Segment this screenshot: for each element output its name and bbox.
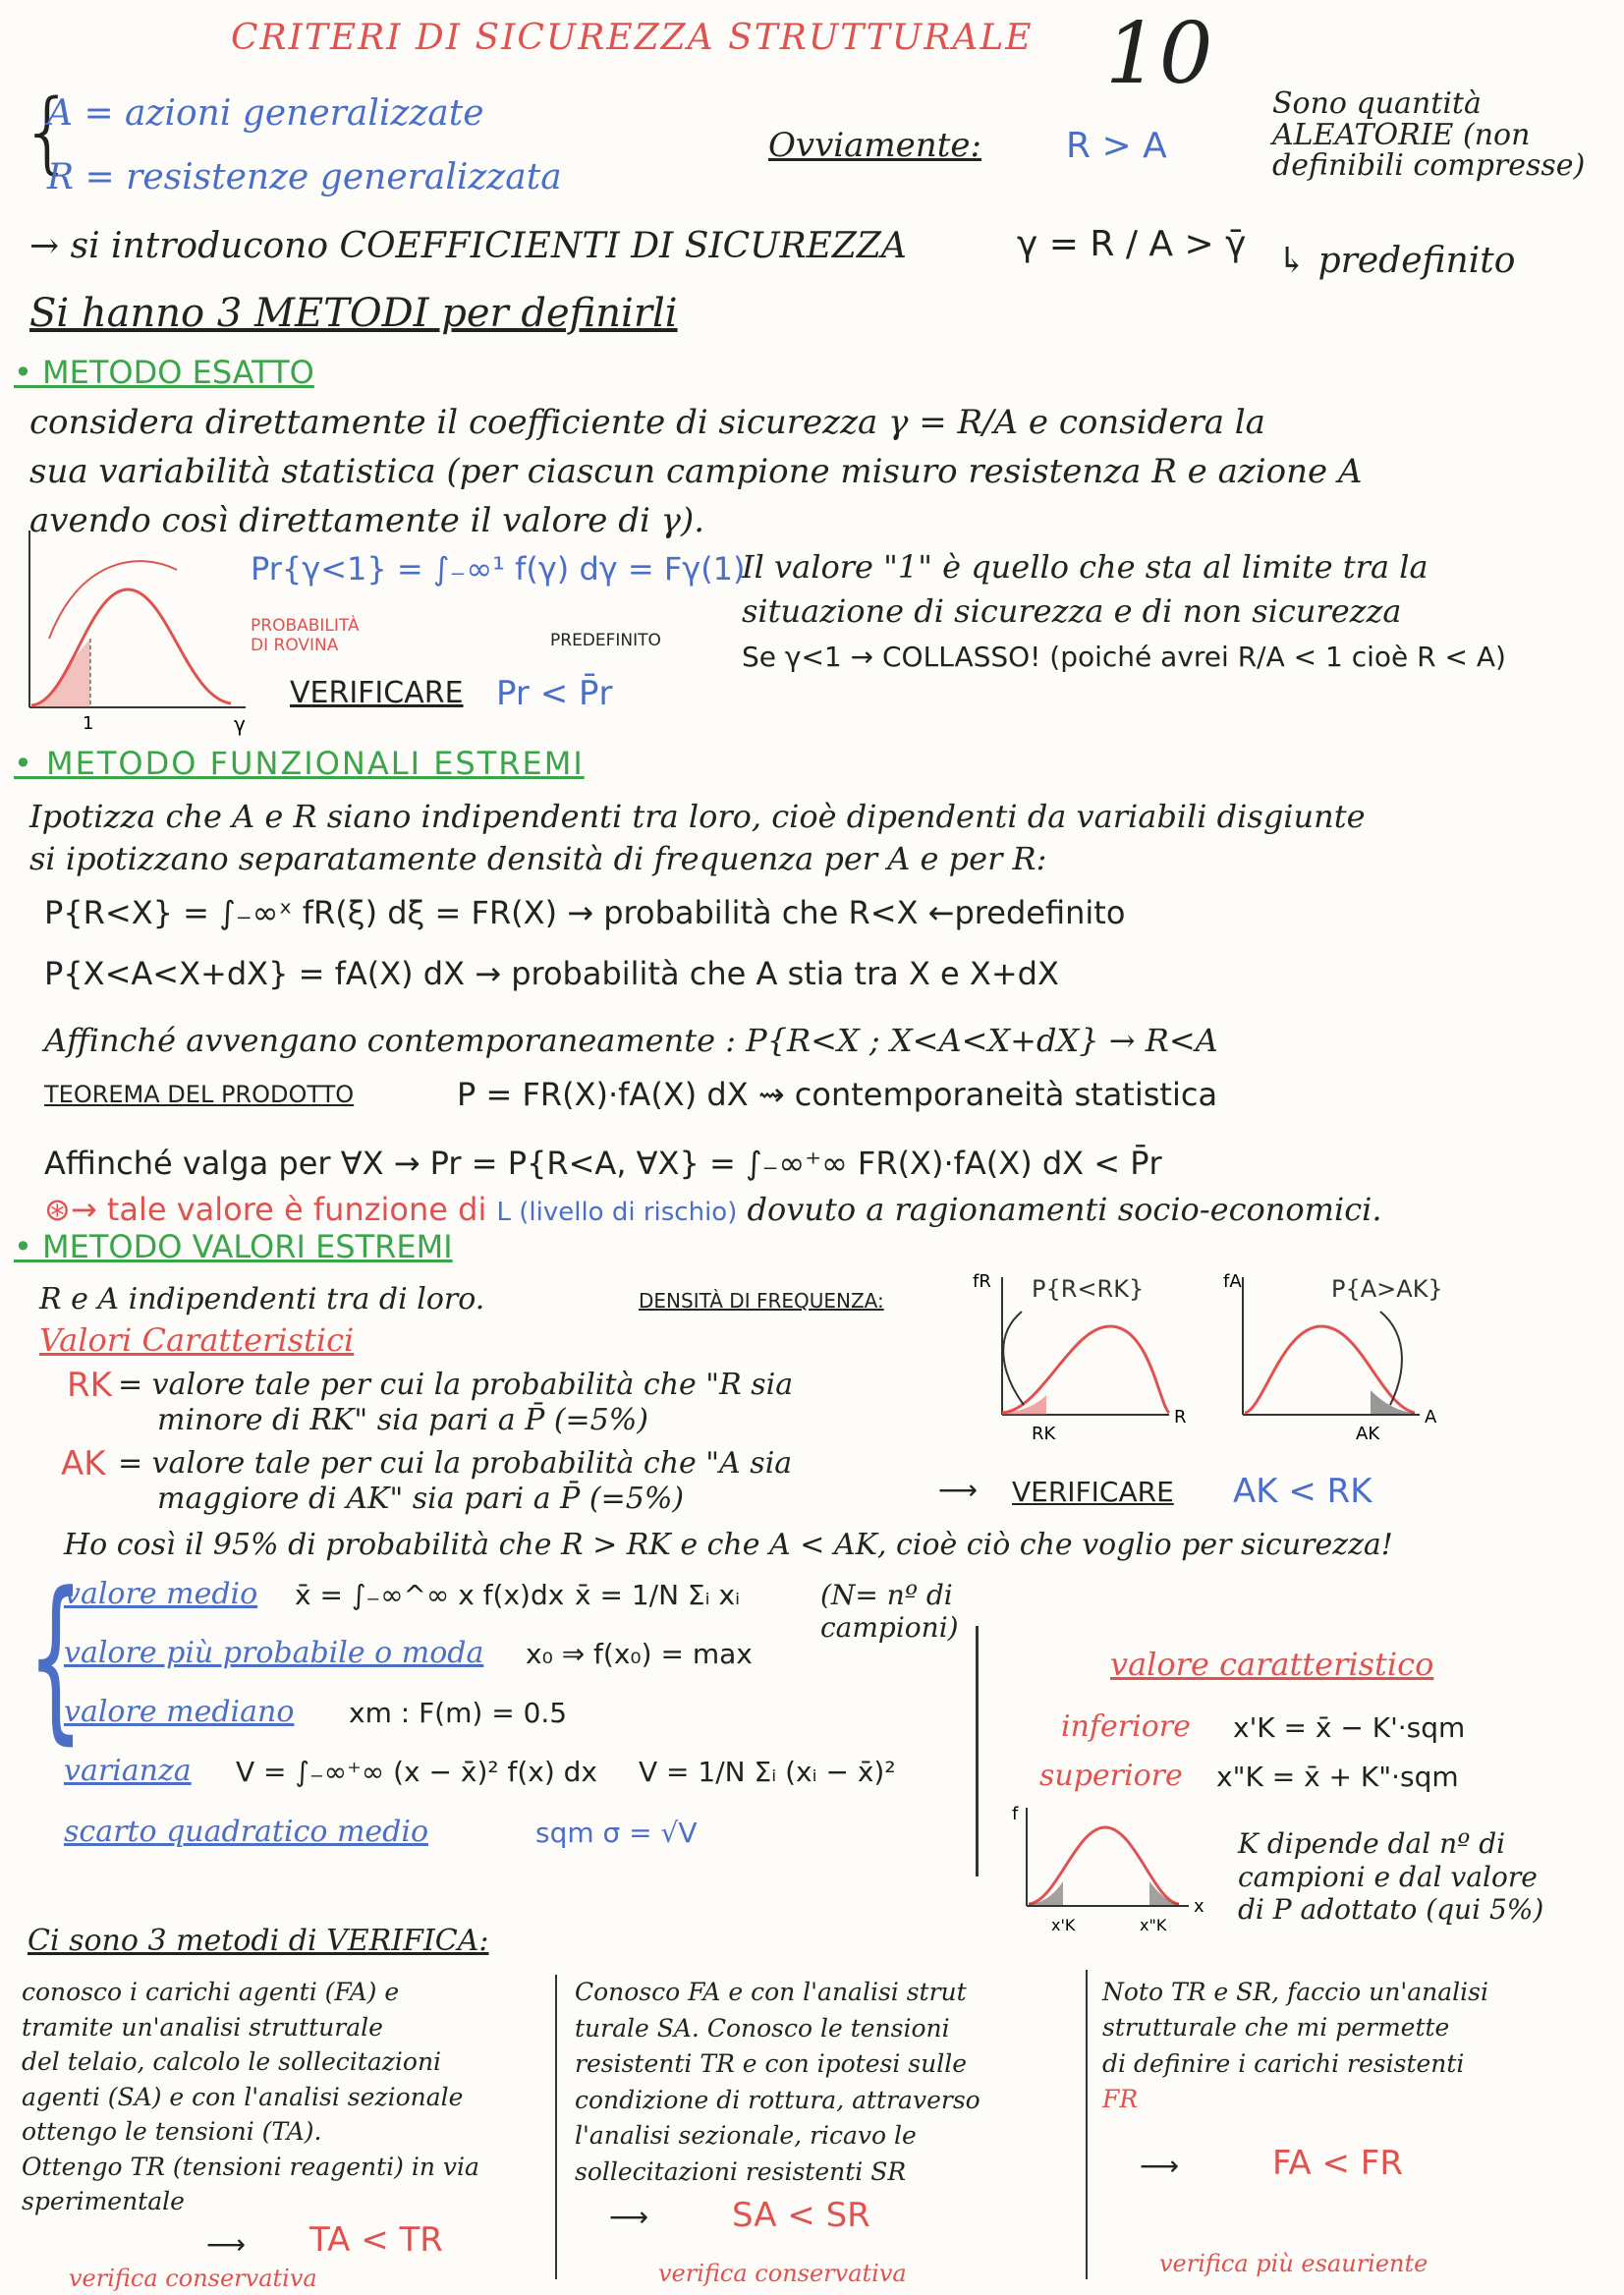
col1-line: sperimentale — [22, 2187, 185, 2215]
superiore-label: superiore — [1039, 1759, 1183, 1793]
col3-label: verifica più esauriente — [1159, 2250, 1428, 2277]
verifica-col-2 — [575, 1975, 1081, 2190]
page-number: 10 — [1105, 5, 1213, 103]
col2-line: condizione di rottura, attraverso — [575, 2085, 980, 2114]
brace: { — [20, 81, 77, 184]
esatto-text-1: considera direttamente il coefficiente di sicurezza γ = R/A e considera la — [29, 403, 1265, 442]
stats-separator — [976, 1626, 979, 1876]
valori-95-line: Ho così il 95% di probabilità che R > RK e che A < AK, cioè ciò che voglio per sicurezza! — [64, 1528, 1393, 1562]
fr-prob-label: P{R<RK} — [1032, 1275, 1145, 1303]
stat-note: (N= nº di campioni) — [820, 1579, 959, 1644]
fa-prob-label: P{A>AK} — [1331, 1275, 1443, 1303]
k-note-2: campioni e dal valore — [1238, 1860, 1538, 1893]
esatto-note-3: Se γ<1 → COLLASSO! (poiché avrei R/A < 1 cioè R < A) — [742, 641, 1506, 673]
livello-rischio: L (livello di rischio) — [496, 1198, 738, 1227]
prob-rovina-label: PROBABILITÀ DI ROVINA — [251, 616, 360, 655]
col2-line: l'analisi sezionale, ricavo le — [575, 2121, 917, 2150]
characteristic-value-graph — [1012, 1798, 1218, 1955]
funzionali-line-5: Affinché avvengano contemporaneamente : P{R<X ; X<A<X+dX} → R<A — [44, 1022, 1218, 1059]
funzionali-line-7: Affinché valga per ∀X → Pr = P{R<A, ∀X} = ∫₋∞⁺∞ FR(X)·fA(X) dX < P̄r — [44, 1145, 1162, 1182]
verificare-valori: VERIFICARE — [1012, 1476, 1174, 1508]
col2-result: SA < SR — [732, 2196, 870, 2235]
col3-line: FR — [1102, 2084, 1139, 2113]
stat-formula-2: V = 1/N Σᵢ (xᵢ − x̄)² — [639, 1756, 896, 1788]
verificare-formula: Pr < P̄r — [496, 674, 613, 713]
col1-arrow: ⟶ — [206, 2228, 247, 2261]
char-xk1: x'K — [1051, 1916, 1076, 1934]
metodo-esatto-heading: • METODO ESATTO — [14, 354, 314, 391]
stat-label: valore più probabile o moda — [64, 1636, 484, 1670]
fr-density-graph — [973, 1267, 1218, 1454]
verifica-divider-2 — [1086, 1970, 1088, 2279]
rk-text-1: = valore tale per cui la probabilità che "R sia — [118, 1368, 794, 1402]
col2-arrow: ⟶ — [609, 2201, 649, 2233]
k-note — [1238, 1827, 1543, 1927]
ovviamente-label: Ovviamente: — [768, 126, 981, 165]
char-y-label: f — [1012, 1804, 1019, 1824]
col1-line: conosco i carichi agenti (FA) e — [22, 1978, 400, 2006]
a-definition: A = azioni generalizzate — [47, 93, 484, 134]
esatto-note-2: situazione di sicurezza e di non sicurezza — [742, 592, 1402, 630]
col1-line: del telaio, calcolo le sollecitazioni — [22, 2047, 442, 2076]
stat-formula: sqm σ = √V — [535, 1817, 698, 1849]
col2-line: Conosco FA e con l'analisi strut — [575, 1978, 967, 2006]
fr-k-label: RK — [1032, 1424, 1056, 1444]
esatto-density-graph — [10, 531, 255, 737]
esatto-tick-1: 1 — [83, 713, 94, 734]
stat-formula: V = ∫₋∞⁺∞ (x − x̄)² f(x) dx — [236, 1756, 598, 1788]
col3-arrow: ⟶ — [1140, 2150, 1180, 2182]
col1-result: TA < TR — [309, 2220, 443, 2260]
page-title: CRITERI DI SICUREZZA STRUTTURALE — [231, 18, 1034, 58]
stat-formula: xm : F(m) = 0.5 — [349, 1697, 568, 1729]
stat-row — [54, 1577, 987, 1644]
esatto-text-2: sua variabilità statistica (per ciascun campione misuro resistenza R e azione A — [29, 452, 1363, 491]
k-note-3: di P adottato (qui 5%) — [1238, 1893, 1544, 1927]
fr-x-label: R — [1174, 1407, 1187, 1427]
col1-line: agenti (SA) e con l'analisi sezionale — [22, 2082, 464, 2111]
rk-symbol: RK — [67, 1366, 112, 1405]
stat-row — [54, 1695, 987, 1754]
stats-brace: { — [28, 1555, 84, 1761]
verifica-col-1 — [22, 1975, 552, 2219]
col3-result: FA < FR — [1272, 2144, 1403, 2183]
funzionali-line-6: P = FR(X)·fA(X) dX ⇝ contemporaneità statistica — [457, 1076, 1218, 1113]
col3-line: strutturale che mi permette — [1102, 2013, 1450, 2043]
esatto-note-1: Il valore "1" è quello che sta al limite tra la — [742, 548, 1428, 586]
col1-line: Ottengo TR (tensioni reagenti) in via — [22, 2152, 479, 2181]
col1-line: tramite un'analisi strutturale — [22, 2012, 383, 2042]
funzionali-line-2: si ipotizzano separatamente densità di frequenza per A e per R: — [29, 840, 1047, 877]
ak-text-2: maggiore di AK" sia pari a P̄ (=5%) — [157, 1482, 685, 1516]
funzionali-line-3: P{R<X} = ∫₋∞ˣ fR(ξ) dξ = FR(X) → probabilità che R<X ←predefinito — [44, 894, 1126, 931]
stat-label: varianza — [64, 1754, 192, 1788]
stat-label: valore medio — [64, 1577, 258, 1611]
funzionali-line-4: P{X<A<X+dX} = fA(X) dX → probabilità che A stia tra X e X+dX — [44, 955, 1059, 992]
verifica-divider-1 — [555, 1975, 557, 2279]
fa-k-label: AK — [1356, 1424, 1380, 1444]
stat-formula-2: x̄ = 1/N Σᵢ xᵢ — [575, 1579, 741, 1611]
col3-line: Noto TR e SR, faccio un'analisi — [1102, 1978, 1488, 2006]
teorema-label: TEOREMA DEL PRODOTTO — [44, 1081, 355, 1108]
r-gt-a: R > A — [1066, 126, 1167, 166]
densita-label: DENSITÀ DI FREQUENZA: — [639, 1289, 884, 1313]
funzionali-line-8 — [44, 1191, 1382, 1228]
col2-label: verifica conservativa — [658, 2260, 907, 2287]
aleatorie-note: Sono quantità ALEATORIE (non definibili compresse) — [1272, 86, 1586, 183]
metodo-valori-title: METODO VALORI ESTREMI — [42, 1228, 453, 1265]
methods-header: Si hanno 3 METODI per definirli — [29, 291, 678, 336]
valore-caratteristico-heading: valore caratteristico — [1110, 1646, 1434, 1683]
stat-formula: x̄ = ∫₋∞^∞ x f(x)dx — [295, 1579, 565, 1611]
esatto-text-3: avendo così direttamente il valore di γ). — [29, 501, 705, 540]
stat-label: valore mediano — [64, 1695, 295, 1729]
coefficienti-line: → si introducono COEFFICIENTI DI SICUREZZA — [29, 226, 907, 266]
funzionali-line-1: Ipotizza che A e R siano indipendenti tra loro, cioè dipendenti da variabili disgiunte — [29, 798, 1366, 835]
verificare-label: VERIFICARE — [290, 676, 464, 710]
metodo-esatto-title: METODO ESATTO — [42, 354, 314, 391]
esatto-x-label: γ — [234, 712, 246, 736]
esatto-formula: Pr{γ<1} = ∫₋∞¹ f(γ) dγ = Fγ(1) — [251, 550, 746, 588]
k-note-1: K dipende dal nº di — [1238, 1827, 1506, 1860]
fa-x-label: A — [1425, 1407, 1437, 1427]
col1-label: verifica conservativa — [69, 2265, 317, 2292]
predefinito-note: ↳ predefinito — [1277, 241, 1516, 281]
stat-row — [54, 1815, 987, 1874]
valori-line-1: R e A indipendenti tra di loro. — [39, 1282, 485, 1316]
superiore-formula: x"K = x̄ + K"·sqm — [1216, 1761, 1459, 1793]
fa-density-graph — [1223, 1267, 1459, 1454]
statistics-list — [54, 1577, 987, 1874]
stat-formula: x₀ ⇒ f(x₀) = max — [526, 1638, 753, 1670]
verifica-col-3 — [1102, 1975, 1613, 2117]
stat-row — [54, 1636, 987, 1695]
stat-label: scarto quadratico medio — [64, 1815, 429, 1849]
col1-line: ottengo le tensioni (TA). — [22, 2117, 322, 2146]
ak-text-1: = valore tale per cui la probabilità che "A sia — [118, 1446, 793, 1481]
ak-symbol: AK — [61, 1444, 106, 1483]
metodo-funzionali-heading: • METODO FUNZIONALI ESTREMI — [14, 745, 585, 782]
arrow-verificare: ⟶ — [938, 1474, 979, 1506]
stat-row — [54, 1754, 987, 1815]
char-xk2: x"K — [1140, 1916, 1167, 1934]
funzionali-line-8c: dovuto a ragionamenti socio-economici. — [747, 1191, 1382, 1228]
verifica-heading: Ci sono 3 metodi di VERIFICA: — [28, 1924, 489, 1958]
fa-y-label: fA — [1223, 1271, 1242, 1292]
inferiore-label: inferiore — [1061, 1709, 1191, 1744]
valori-caratteristici: Valori Caratteristici — [39, 1321, 355, 1359]
rk-text-2: minore di RK" sia pari a P̄ (=5%) — [157, 1403, 648, 1437]
char-x-label: x — [1194, 1896, 1204, 1917]
inferiore-formula: x'K = x̄ − K'·sqm — [1233, 1711, 1466, 1744]
r-definition: R = resistenze generalizzata — [47, 157, 562, 197]
funzionali-line-8a: ⊛→ tale valore è funzione di — [44, 1191, 487, 1228]
metodo-valori-heading: • METODO VALORI ESTREMI — [14, 1228, 453, 1265]
col2-line: sollecitazioni resistenti SR — [575, 2156, 907, 2186]
col3-line: di definire i carichi resistenti — [1102, 2048, 1465, 2078]
metodo-funzionali-title: METODO FUNZIONALI ESTREMI — [46, 745, 585, 782]
col2-line: resistenti TR e con ipotesi sulle — [575, 2049, 967, 2078]
col2-line: turale SA. Conosco le tensioni — [575, 2013, 950, 2043]
ak-lt-rk: AK < RK — [1233, 1472, 1372, 1511]
gamma-formula: γ = R / A > γ̄ — [1017, 224, 1247, 264]
fr-y-label: fR — [973, 1271, 991, 1292]
predefinito-label: PREDEFINITO — [550, 631, 661, 650]
